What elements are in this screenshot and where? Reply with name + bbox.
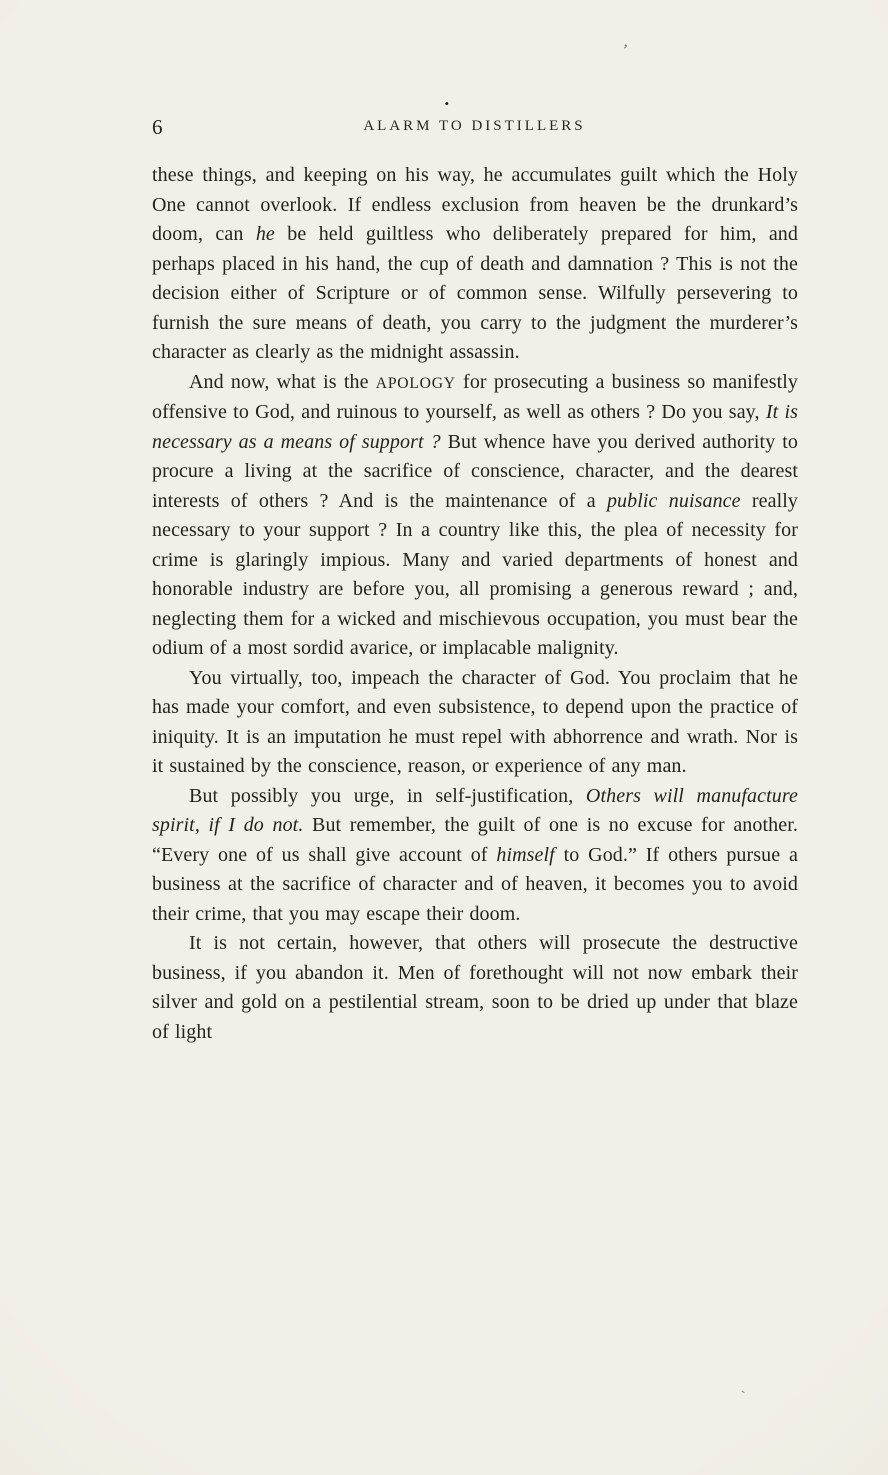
ink-mark-top-right: ’: [620, 41, 629, 60]
text-run: But remember, the guilt of one is no excuse for another. “Every one of us shall give account of: [152, 814, 798, 866]
paragraph: [152, 929, 798, 1047]
italic-text: public nuisance: [606, 489, 741, 512]
paragraph: [152, 161, 798, 368]
paragraph: [152, 368, 798, 664]
page-header: [152, 96, 797, 142]
text-run: be held guiltless who deliberately prepared for him, and perhaps placed in his hand, the cup of death and damnation ? This is not the decision either of Scripture or of common sense. Wilfully persevering to furnish the sure means of death, you carry to the judgment the murderer’s character as clearly as the midnight assassin.: [152, 223, 798, 363]
smallcaps-text: APOLOGY: [375, 374, 456, 392]
page-number: 6: [152, 115, 163, 139]
text-run: to God.” If others pursue a business at the sacrifice of character and of heaven, it becomes you to avoid their crime, that you may escape their doom.: [152, 843, 798, 925]
text-run: really necessary to your support ? In a country like this, the plea of necessity for crime is glaringly impious. Many and varied departments of honest and honorable industry are before you, all promising a generous reward ; and, neglecting them for a wicked and mischievous occupation, you must bear the odium of a most sordid avarice, or implacable malignity.: [152, 489, 798, 659]
ink-mark-bottom-right: ˏ: [738, 1377, 747, 1395]
paragraph: [152, 782, 798, 930]
italic-text: himself: [496, 843, 555, 866]
italic-text: he: [255, 223, 275, 245]
italic-text: It is necessary as a means of support ?: [152, 401, 798, 453]
text-run: these things, and keeping on his way, he accumulates guilt which the Holy One cannot overlook. If endless exclusion from heaven be the drunkard’s doom, can: [152, 164, 798, 245]
text-run: You virtually, too, impeach the character of God. You proclaim that he has made your comfort, and even subsistence, to depend upon the practice of iniquity. It is an imputation he must repel with abhorrence and wrath. Nor is it sustained by the conscience, reason, or experience of any man.: [152, 666, 798, 777]
text-run: But whence have you derived authority to procure a living at the sacrifice of conscience, character, and the dearest interests of others ? And is the maintenance of a: [152, 430, 798, 512]
text-run: for prosecuting a business so manifestly offensive to God, and ruinous to yourself, as well as others ? Do you say,: [152, 370, 798, 423]
ink-mark-above-title: •: [444, 96, 450, 111]
text-block: [152, 161, 798, 1047]
running-title: ALARM TO DISTILLERS: [363, 118, 586, 134]
text-run: It is not certain, however, that others will prosecute the destructive business, if you abandon it. Men of forethought will not now embark their silver and gold on a pestilential stream, soon to be dried up under that blaze of light: [152, 932, 798, 1043]
italic-text: Others will manufacture spirit, if I do not.: [152, 784, 799, 836]
text-run: But possibly you urge, in self-justification,: [189, 784, 586, 807]
paragraph: [152, 664, 798, 782]
text-run: And now, what is the: [189, 370, 376, 393]
